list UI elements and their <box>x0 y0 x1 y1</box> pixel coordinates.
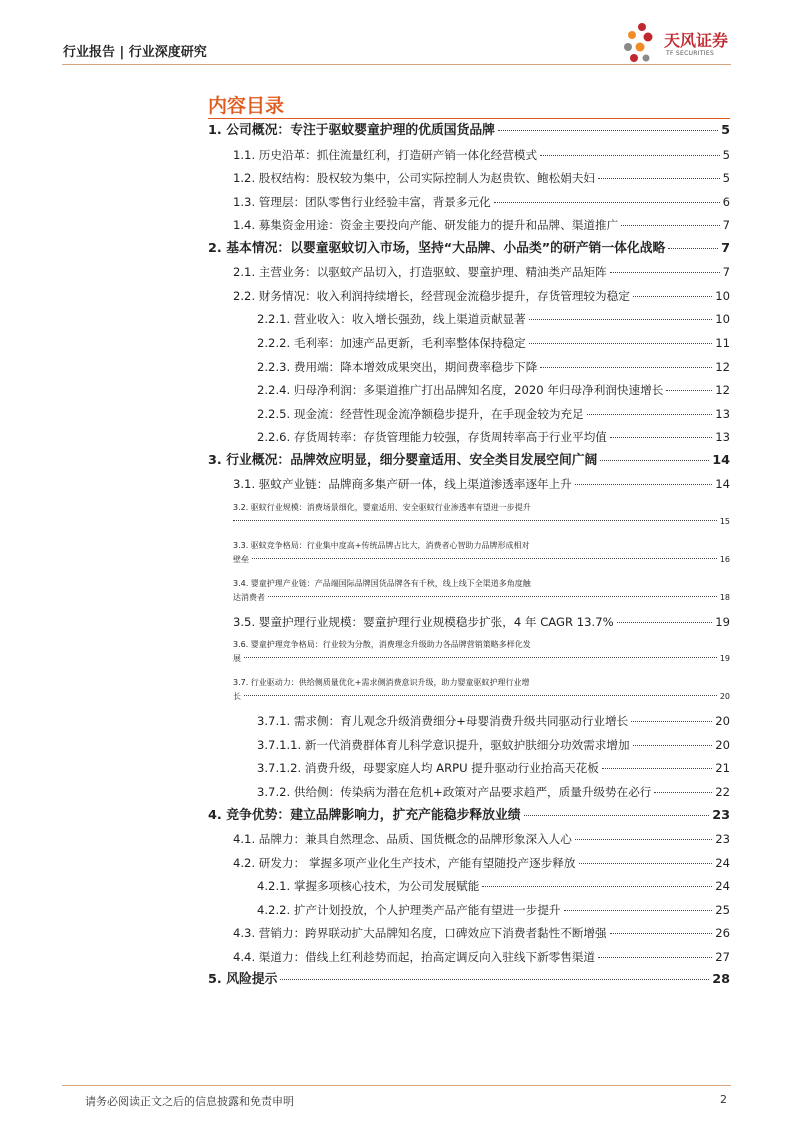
toc-entry[interactable] <box>233 477 730 491</box>
toc-entry-text-continued: 达消费者 <box>233 592 265 602</box>
toc-entry-text: 4. 竞争优势：建立品牌影响力，扩充产能稳步释放业绩 <box>208 807 521 823</box>
toc-leader-dots <box>631 721 712 722</box>
toc-entry-text: 1.2. 股权结构：股权较为集中，公司实际控制人为赵贵钦、鲍松娟夫妇 <box>233 171 596 186</box>
toc-entry-text-continued: 展 <box>233 654 241 664</box>
toc-entry-page: 13 <box>715 430 730 445</box>
logo-dot-6 <box>630 54 638 62</box>
logo-dot-2 <box>628 31 636 39</box>
footer-divider <box>62 1085 731 1086</box>
toc-entry-text: 3.7. 行业驱动力：供给侧质量优化+需求侧消费意识升级，助力婴童驱蚊护理行业增 <box>233 678 530 688</box>
toc-entry-page: 13 <box>715 406 730 421</box>
toc-leader-dots <box>666 390 712 391</box>
toc-entry[interactable] <box>257 430 730 444</box>
logo-dot-4 <box>624 43 632 51</box>
toc-entry-page: 7 <box>722 265 730 280</box>
toc-leader-dots <box>610 272 720 273</box>
toc-entry-text: 5. 风险提示 <box>208 972 278 988</box>
company-logo <box>620 22 740 66</box>
toc-entry-page: 7 <box>722 218 730 233</box>
toc-leader-dots <box>498 130 718 131</box>
toc-leader-dots <box>252 558 717 559</box>
toc-leader-dots <box>280 979 709 980</box>
toc-entry[interactable] <box>233 615 730 629</box>
toc-entry[interactable] <box>208 454 730 468</box>
toc-title-divider <box>208 118 730 119</box>
toc-entry-text: 4.2. 研发力： 掌握多项产业化生产技术，产能有望随投产逐步释放 <box>233 855 576 870</box>
toc-leader-dots <box>575 484 712 485</box>
toc-entry[interactable] <box>257 407 730 421</box>
toc-entry[interactable] <box>233 832 730 846</box>
toc-entry[interactable] <box>257 903 730 917</box>
toc-entry-text: 2.2.4. 归母净利润：多渠道推广打出品牌知名度，2020 年归母净利润快速增长 <box>257 383 664 398</box>
toc-leader-dots <box>529 319 712 320</box>
toc-entry[interactable] <box>233 856 730 870</box>
toc-entry[interactable] <box>257 360 730 374</box>
toc-leader-dots <box>540 367 712 368</box>
toc-entry[interactable] <box>233 501 730 529</box>
toc-entry-text: 3. 行业概况：品牌效应明显，细分婴童适用、安全类目发展空间广阔 <box>208 452 598 468</box>
footer-page-number: 2 <box>720 1093 727 1106</box>
toc-leader-dots <box>617 622 713 623</box>
toc-entry-page: 28 <box>712 972 730 988</box>
toc-entry-text: 4.2.1. 掌握多项核心技术，为公司发展赋能 <box>257 879 480 894</box>
toc-leader-dots <box>244 657 717 658</box>
toc-entry-page: 18 <box>719 592 730 602</box>
toc-entry-page: 15 <box>719 516 730 526</box>
toc-leader-dots <box>668 248 718 249</box>
toc-entry-text: 3.3. 驱蚊竞争格局：行业集中度高+传统品牌占比大，消费者心智助力品牌形成相对 <box>233 540 530 550</box>
toc-entry-page: 20 <box>715 737 730 752</box>
toc-entry[interactable] <box>257 879 730 893</box>
logo-subtitle: TF SECURITIES <box>666 50 715 57</box>
logo-dot-5 <box>636 43 645 52</box>
toc-entry-text: 2.2.1. 营业收入：收入增长强劲，线上渠道贡献显著 <box>257 312 526 327</box>
toc-entry-page: 12 <box>715 359 730 374</box>
toc-entry-text: 3.1. 驱蚊产业链：品牌商多集产研一体，线上渠道渗透率逐年上升 <box>233 477 572 492</box>
toc-entry-text: 3.5. 婴童护理行业规模：婴童护理行业规模稳步扩张，4 年 CAGR 13.7% <box>233 614 614 629</box>
toc-leader-dots <box>540 155 720 156</box>
toc-entry-page: 23 <box>712 807 730 823</box>
toc-entry-page: 12 <box>715 383 730 398</box>
toc-entry[interactable] <box>233 289 730 303</box>
toc-entry-page: 5 <box>722 147 730 162</box>
toc-entry-page: 27 <box>715 949 730 964</box>
toc-leader-dots <box>654 792 712 793</box>
logo-dot-7 <box>643 55 650 62</box>
toc-entry-page: 20 <box>719 692 730 702</box>
toc-entry-text: 2.2.2. 毛利率：加速产品更新，毛利率整体保持稳定 <box>257 335 526 350</box>
toc-entry-text: 4.2.2. 扩产计划投放，个人护理类产品产能有望进一步提升 <box>257 902 561 917</box>
footer-disclaimer: 请务必阅读正文之后的信息披露和免责申明 <box>85 1095 294 1108</box>
toc-leader-dots <box>529 343 712 344</box>
toc-entry-text: 3.2. 驱蚊行业规模：消费场景细化，婴童适用、安全驱蚊行业渗透率有望进一步提升 <box>233 502 531 512</box>
toc-entry-page: 24 <box>715 879 730 894</box>
toc-leader-dots <box>482 886 712 887</box>
toc-entry[interactable] <box>233 539 730 567</box>
toc-entry-text: 2.1. 主营业务：以驱蚊产品切入，打造驱蚊、婴童护理、精油类产品矩阵 <box>233 265 607 280</box>
toc-entry[interactable] <box>257 383 730 397</box>
toc-entry[interactable] <box>233 195 730 209</box>
toc-entry[interactable] <box>208 809 730 823</box>
toc-entry-page: 7 <box>721 240 730 256</box>
toc-entry-text: 1. 公司概况：专注于驱蚊婴童护理的优质国货品牌 <box>208 123 495 138</box>
toc-entry-page: 14 <box>712 452 730 468</box>
toc-entry-page: 21 <box>715 761 730 776</box>
toc-entry[interactable] <box>233 265 730 279</box>
toc-entry-text-continued: 壁垒 <box>233 554 249 564</box>
toc-entry-text: 2.2.3. 费用端：降本增效成果突出，期间费率稳步下降 <box>257 359 538 374</box>
toc-leader-dots <box>633 296 712 297</box>
toc-entry[interactable] <box>257 312 730 326</box>
toc-entry-page: 16 <box>719 554 730 564</box>
toc-entry[interactable] <box>233 148 730 162</box>
toc-leader-dots <box>633 745 713 746</box>
toc-entry-page: 10 <box>715 312 730 327</box>
toc-entry[interactable] <box>208 973 730 987</box>
toc-entry[interactable] <box>257 738 730 752</box>
toc-entry-text: 1.3. 管理层：团队零售行业经验丰富，背景多元化 <box>233 194 491 209</box>
toc-leader-dots <box>598 957 712 958</box>
toc-leader-dots <box>233 520 717 521</box>
toc-entry[interactable] <box>257 336 730 350</box>
toc-entry-page: 6 <box>722 194 730 209</box>
toc-entry[interactable] <box>233 950 730 964</box>
toc-leader-dots <box>579 863 713 864</box>
toc-entry[interactable] <box>257 761 730 775</box>
toc-entry-page: 24 <box>715 855 730 870</box>
toc-entry-text: 4.3. 营销力：跨界联动扩大品牌知名度，口碑效应下消费者黏性不断增强 <box>233 926 607 941</box>
toc-entry-text: 2. 基本情况：以婴童驱蚊切入市场，坚持“大品牌、小品类”的研产销一体化战略 <box>208 240 666 256</box>
toc-leader-dots <box>610 437 712 438</box>
toc-leader-dots <box>587 414 713 415</box>
logo-dot-3 <box>644 33 653 42</box>
toc-entry[interactable] <box>233 926 730 940</box>
logo-mark-icon <box>620 22 660 66</box>
toc-entry-text: 3.7.1. 需求侧：育儿观念升级消费细分+母婴消费升级共同驱动行业增长 <box>257 714 629 729</box>
toc-entry-text: 3.6. 婴童护理竞争格局：行业较为分散，消费理念升级助力各品牌营销策略多样化发 <box>233 640 531 650</box>
toc-entry-text: 1.1. 历史沿革：抓住流量红利，打造研产销一体化经营模式 <box>233 147 538 162</box>
toc-entry-text-continued: 长 <box>233 692 241 702</box>
toc-leader-dots <box>602 768 712 769</box>
header-label: 行业报告 | 行业深度研究 <box>63 45 207 60</box>
toc-entry-text: 4.1. 品牌力：兼具自然理念、品质、国货概念的品牌形象深入人心 <box>233 832 572 847</box>
toc-entry[interactable] <box>257 785 730 799</box>
toc-entry-page: 23 <box>715 832 730 847</box>
toc-leader-dots <box>600 460 709 461</box>
toc-entry-text: 2.2. 财务情况：收入利润持续增长，经营现金流稳步提升，存货管理较为稳定 <box>233 288 630 303</box>
toc-leader-dots <box>244 695 717 696</box>
toc-entry-text: 3.7.1.2. 消费升级，母婴家庭人均 ARPU 提升驱动行业抬高天花板 <box>257 761 599 776</box>
toc-entry-text: 4.4. 渠道力：借线上红利趁势而起，抬高定调反向入驻线下新零售渠道 <box>233 949 596 964</box>
toc-entry-text: 3.7.1.1. 新一代消费群体育儿科学意识提升，驱蚊护肤细分功效需求增加 <box>257 737 630 752</box>
toc-leader-dots <box>564 910 713 911</box>
toc-entry-page: 10 <box>715 288 730 303</box>
logo-dot-1 <box>638 23 646 31</box>
toc-entry[interactable] <box>233 638 730 666</box>
toc-entry-page: 11 <box>715 335 730 350</box>
toc-entry-page: 14 <box>715 477 730 492</box>
toc-entry-text: 2.2.5. 现金流：经营性现金流净额稳步提升，在手现金较为充足 <box>257 406 584 421</box>
toc-leader-dots <box>575 839 712 840</box>
logo-name: 天风证券 <box>664 31 729 50</box>
toc-entry-page: 22 <box>715 785 730 799</box>
toc-entry-text: 2.2.6. 存货周转率：存货管理能力较强，存货周转率高于行业平均值 <box>257 430 607 445</box>
toc-leader-dots <box>598 178 720 179</box>
toc-entry-page: 19 <box>719 654 730 664</box>
toc-entry-page: 25 <box>715 902 730 917</box>
toc-leader-dots <box>621 225 719 226</box>
toc-entry-page: 5 <box>722 171 730 186</box>
toc-entry[interactable] <box>233 171 730 185</box>
toc-entry-page: 5 <box>721 123 730 138</box>
toc-leader-dots <box>268 596 717 597</box>
toc-entry-page: 26 <box>715 926 730 941</box>
toc-title: 内容目录 <box>208 95 285 117</box>
toc-entry-text: 3.4. 婴童护理产业链：产品端国际品牌国货品牌各有千秋，线上线下全渠道多角度触 <box>233 578 531 588</box>
toc-entry[interactable] <box>257 714 730 728</box>
toc-entry[interactable] <box>208 242 730 256</box>
toc-entry-text: 1.4. 募集资金用途：资金主要投向产能、研发能力的提升和品牌、渠道推广 <box>233 218 619 233</box>
toc-entry-page: 19 <box>715 614 730 629</box>
toc-entry-page: 20 <box>715 714 730 729</box>
toc-leader-dots <box>494 202 720 203</box>
toc-leader-dots <box>610 933 713 934</box>
toc-entry[interactable] <box>208 124 730 138</box>
toc-entry[interactable] <box>233 577 730 605</box>
toc-entry[interactable] <box>233 218 730 232</box>
toc-entry[interactable] <box>233 676 730 704</box>
toc-leader-dots <box>524 815 710 816</box>
toc-entry-text: 3.7.2. 供给侧：传染病为潜在危机+政策对产品要求趋严，质量升级势在必行 <box>257 785 652 799</box>
